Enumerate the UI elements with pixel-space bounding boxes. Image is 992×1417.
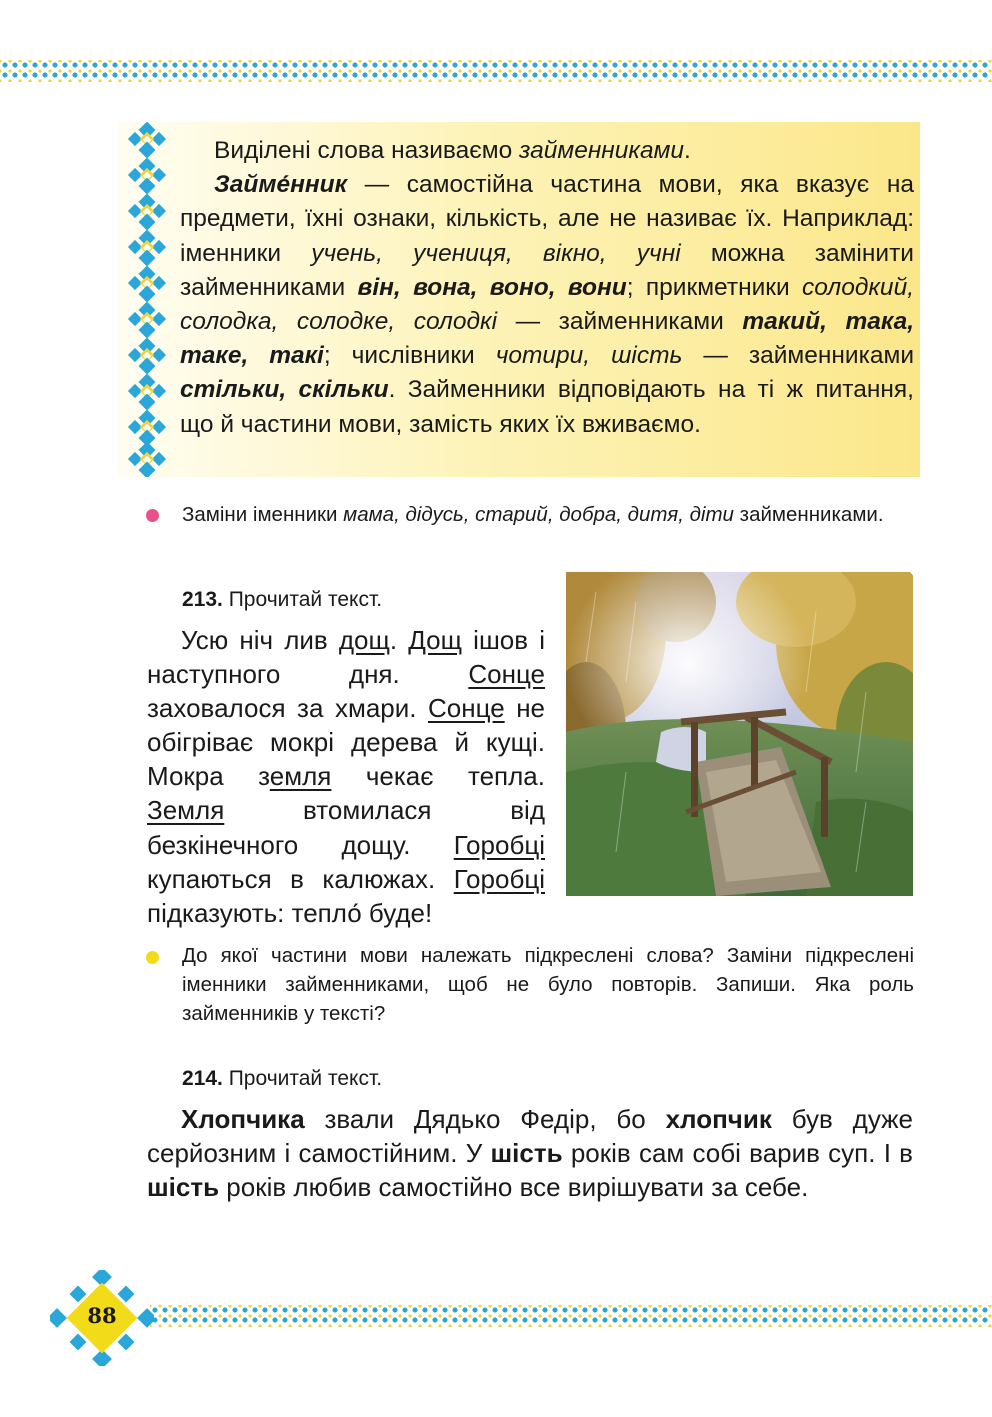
exercise-214-number: 214. — [182, 1067, 223, 1090]
rule-pronouns-2: такий, така, таке, такі — [180, 308, 915, 370]
rule-pronouns-1: він, вона, воно, вони — [357, 273, 627, 301]
rule-def-a: — самостійна частина мови, яка вказує на предмети, їхні ознаки, кількість, але не називає їх. Наприклад: іменники — [180, 171, 914, 267]
rainy-bridge-painting — [566, 572, 913, 896]
rule-numerals: чотири, шість — [495, 342, 683, 370]
task1-text-b: займенниками. — [733, 503, 884, 526]
ex214-t3: років сам собі варив суп. І в — [562, 1138, 913, 1169]
exercise-214-instruction: Прочитай текст. — [222, 1067, 383, 1090]
exercise-213-title — [182, 588, 382, 612]
rule-intro-end: . — [684, 137, 691, 164]
ex213-t4: заховалося за хмари. — [147, 693, 429, 724]
embroidery-ornament-strip — [124, 122, 170, 477]
page-number: 88 — [87, 1303, 117, 1328]
ex213-t6: чекає тепла. — [331, 761, 545, 792]
ex213-t9: підказують: тепло́ буде! — [147, 897, 433, 928]
rule-intro — [180, 134, 914, 168]
ex213-t7: втомилася від безкінечного дощу. — [147, 795, 545, 860]
exercise-213-number: 213. — [182, 588, 223, 611]
top-ornament-border — [0, 60, 992, 82]
rule-intro-text: Виділені слова називаємо — [214, 137, 520, 164]
rule-text — [180, 134, 914, 442]
ex213-underlined-7: Горобці — [453, 829, 545, 860]
rule-intro-term: займенниками — [519, 137, 685, 164]
ex213-t8: купаються в калюжах. — [147, 863, 454, 894]
rule-adjectives: солодкий, солодка, солодке, солодкі — [180, 273, 914, 336]
exercise-213-text — [147, 623, 545, 930]
ex214-bold-2: хлопчик — [665, 1104, 772, 1134]
ex213-underlined-6: Земля — [147, 795, 225, 826]
ex213-underlined-4: Сонце — [428, 693, 505, 724]
task1-words: мама, дідусь, старий, добра, дитя, діти — [343, 503, 734, 526]
ex213-underlined-1: дощ — [338, 625, 390, 655]
rule-def-g: . Займенники відповідають на ті ж питання, що й частини мови, замість яких їх вживаємо. — [180, 376, 914, 438]
ex213-underlined-8: Горобці — [453, 863, 545, 894]
ex213-t3: ішов і наступного дня. — [147, 625, 545, 690]
pink-bullet-icon — [146, 509, 159, 522]
rule-def-e: ; числівники — [323, 342, 496, 370]
ex214-t4: років любив самостійно все вирішувати за себе. — [219, 1172, 809, 1203]
rule-nouns: учень, учениця, вікно, учні — [311, 239, 681, 267]
rule-definition — [180, 168, 914, 442]
task-underlined-words: До якої частини мови належать підкреслені слова? Заміни підкреслені іменники займенниками, щоб не було повторів. Запиши. Яка роль займенників у тексті? — [182, 944, 914, 1025]
ex214-t2: був дуже серйозним і самостійним. У — [147, 1104, 913, 1169]
exercise-214-title — [182, 1067, 382, 1091]
ex214-bold-4: шість — [147, 1172, 220, 1203]
exercise-213-instruction: Прочитай текст. — [222, 588, 383, 611]
ex213-t1: Усю ніч лив — [181, 625, 339, 655]
rule-def-f: — займенниками — [682, 342, 915, 370]
task1-text-a: Заміни іменники — [182, 503, 344, 526]
ex214-bold-3: шість — [490, 1138, 563, 1169]
ex213-underlined-5: емля — [269, 761, 332, 792]
task-replace-nouns — [182, 500, 914, 529]
ex214-bold-1: Хлопчика — [181, 1104, 305, 1134]
yellow-bullet-icon — [146, 951, 159, 964]
rule-term: Займе́нник — [214, 171, 348, 199]
ex214-t1: звали Дядько Федір, бо — [304, 1104, 666, 1134]
exercise-214-text — [147, 1102, 913, 1204]
ex213-t5: не обігріває мокрі дерева й кущі. Мокра з — [147, 693, 546, 792]
ex213-underlined-3: Сонце — [468, 659, 545, 690]
ex213-t2: . — [389, 625, 409, 655]
bottom-ornament-border — [150, 1305, 992, 1327]
rule-def-b: можна замінити займенниками — [180, 239, 914, 301]
rule-pronouns-3: стільки, скільки — [180, 376, 389, 404]
rule-def-c: ; прикметники — [626, 273, 803, 301]
ex213-underlined-2: Дощ — [408, 625, 463, 655]
rule-def-d: — займенниками — [497, 308, 743, 336]
